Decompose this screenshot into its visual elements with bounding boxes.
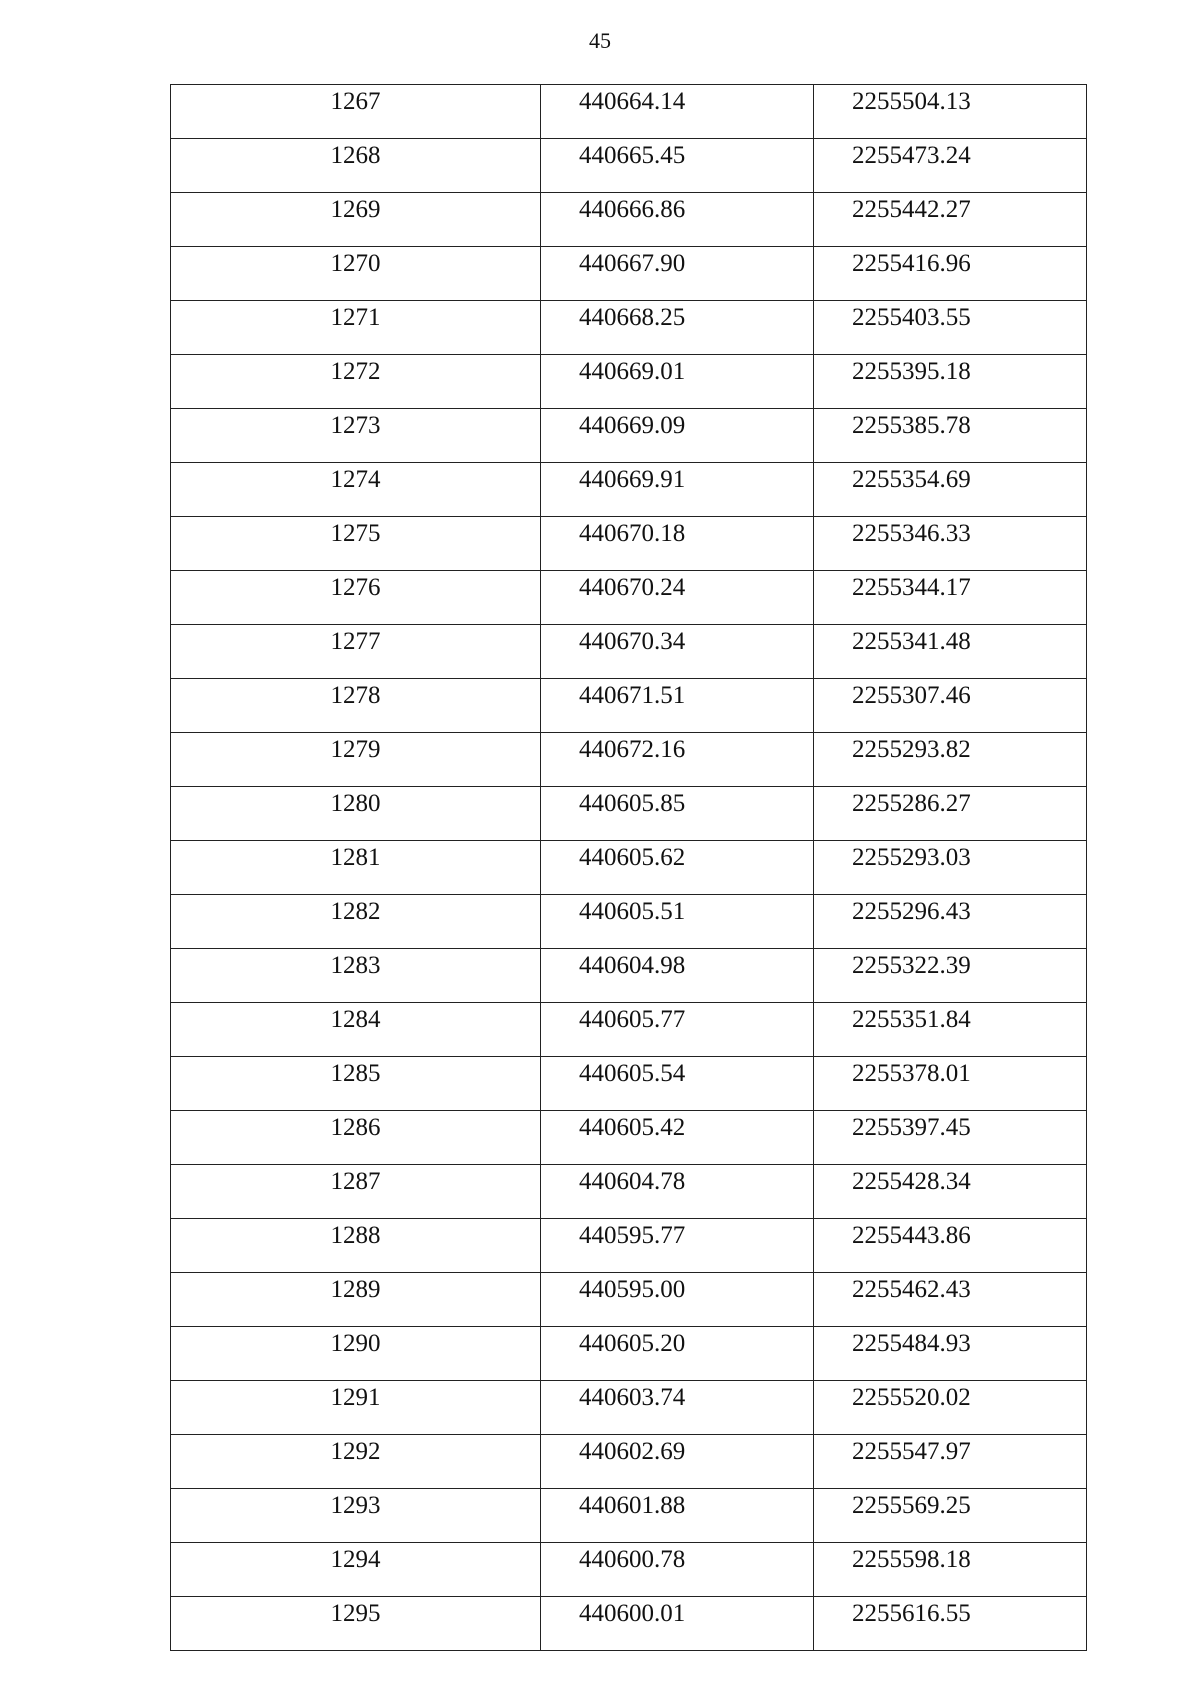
x-coordinate-cell-value: 440669.91 (579, 466, 686, 493)
y-coordinate-cell-value: 2255443.86 (852, 1222, 971, 1249)
x-coordinate-cell (541, 85, 814, 139)
point-number-cell-value: 1274 (330, 466, 381, 493)
x-coordinate-cell (541, 1273, 814, 1327)
y-coordinate-cell-value: 2255616.55 (852, 1600, 971, 1627)
x-coordinate-cell (541, 517, 814, 571)
y-coordinate-cell-value: 2255395.18 (852, 358, 971, 385)
y-coordinate-cell (814, 1057, 1087, 1111)
table-row (171, 1003, 1087, 1057)
x-coordinate-cell-value: 440670.34 (579, 628, 686, 655)
y-coordinate-cell (814, 1327, 1087, 1381)
y-coordinate-cell-value: 2255484.93 (852, 1330, 971, 1357)
x-coordinate-cell-value: 440664.14 (579, 88, 686, 115)
y-coordinate-cell (814, 841, 1087, 895)
x-coordinate-cell-value: 440603.74 (579, 1384, 686, 1411)
x-coordinate-cell-value: 440604.98 (579, 952, 686, 979)
x-coordinate-cell (541, 841, 814, 895)
x-coordinate-cell (541, 571, 814, 625)
table-row (171, 841, 1087, 895)
x-coordinate-cell (541, 1219, 814, 1273)
x-coordinate-cell-value: 440670.24 (579, 574, 686, 601)
y-coordinate-cell-value: 2255547.97 (852, 1438, 971, 1465)
x-coordinate-cell-value: 440602.69 (579, 1438, 686, 1465)
point-number-cell-value: 1286 (330, 1114, 381, 1141)
y-coordinate-cell (814, 85, 1087, 139)
x-coordinate-cell (541, 463, 814, 517)
table-row (171, 409, 1087, 463)
point-number-cell (171, 463, 541, 517)
x-coordinate-cell (541, 301, 814, 355)
y-coordinate-cell (814, 409, 1087, 463)
y-coordinate-cell-value: 2255428.34 (852, 1168, 971, 1195)
x-coordinate-cell (541, 1489, 814, 1543)
table-row (171, 787, 1087, 841)
point-number-cell-value: 1273 (330, 412, 381, 439)
y-coordinate-cell (814, 787, 1087, 841)
x-coordinate-cell-value: 440605.42 (579, 1114, 686, 1141)
x-coordinate-cell (541, 409, 814, 463)
point-number-cell-value: 1295 (330, 1600, 381, 1627)
x-coordinate-cell (541, 1327, 814, 1381)
table-row (171, 139, 1087, 193)
x-coordinate-cell-value: 440595.00 (579, 1276, 686, 1303)
point-number-cell (171, 1057, 541, 1111)
page-number: 45 (589, 28, 611, 53)
y-coordinate-cell (814, 463, 1087, 517)
y-coordinate-cell-value: 2255293.03 (852, 844, 971, 871)
point-number-cell (171, 571, 541, 625)
point-number-cell-value: 1275 (330, 520, 381, 547)
x-coordinate-cell-value: 440605.54 (579, 1060, 686, 1087)
point-number-cell (171, 1273, 541, 1327)
x-coordinate-cell (541, 679, 814, 733)
y-coordinate-cell (814, 139, 1087, 193)
point-number-cell (171, 1597, 541, 1651)
x-coordinate-cell (541, 787, 814, 841)
x-coordinate-cell-value: 440600.78 (579, 1546, 686, 1573)
y-coordinate-cell (814, 733, 1087, 787)
x-coordinate-cell (541, 895, 814, 949)
y-coordinate-cell-value: 2255598.18 (852, 1546, 971, 1573)
table-row (171, 355, 1087, 409)
point-number-cell-value: 1293 (330, 1492, 381, 1519)
y-coordinate-cell-value: 2255473.24 (852, 142, 971, 169)
point-number-cell (171, 193, 541, 247)
coordinates-table-body (171, 85, 1087, 1651)
y-coordinate-cell (814, 1597, 1087, 1651)
x-coordinate-cell-value: 440672.16 (579, 736, 686, 763)
table-row (171, 517, 1087, 571)
x-coordinate-cell (541, 1381, 814, 1435)
table-row (171, 1543, 1087, 1597)
point-number-cell-value: 1285 (330, 1060, 381, 1087)
y-coordinate-cell (814, 247, 1087, 301)
point-number-cell-value: 1292 (330, 1438, 381, 1465)
x-coordinate-cell-value: 440670.18 (579, 520, 686, 547)
y-coordinate-cell-value: 2255416.96 (852, 250, 971, 277)
x-coordinate-cell-value: 440601.88 (579, 1492, 686, 1519)
point-number-cell-value: 1268 (330, 142, 381, 169)
table-row (171, 1165, 1087, 1219)
y-coordinate-cell-value: 2255378.01 (852, 1060, 971, 1087)
x-coordinate-cell (541, 1003, 814, 1057)
y-coordinate-cell-value: 2255504.13 (852, 88, 971, 115)
point-number-cell-value: 1282 (330, 898, 381, 925)
point-number-cell (171, 85, 541, 139)
table-row (171, 679, 1087, 733)
table-row (171, 1489, 1087, 1543)
table-row (171, 571, 1087, 625)
y-coordinate-cell (814, 625, 1087, 679)
point-number-cell (171, 301, 541, 355)
point-number-cell (171, 1489, 541, 1543)
y-coordinate-cell-value: 2255307.46 (852, 682, 971, 709)
point-number-cell (171, 841, 541, 895)
y-coordinate-cell-value: 2255341.48 (852, 628, 971, 655)
point-number-cell (171, 1111, 541, 1165)
point-number-cell (171, 679, 541, 733)
x-coordinate-cell-value: 440600.01 (579, 1600, 686, 1627)
x-coordinate-cell (541, 949, 814, 1003)
y-coordinate-cell (814, 517, 1087, 571)
point-number-cell-value: 1284 (330, 1006, 381, 1033)
y-coordinate-cell-value: 2255403.55 (852, 304, 971, 331)
coordinates-table (170, 84, 1087, 1651)
y-coordinate-cell-value: 2255286.27 (852, 790, 971, 817)
table-row (171, 463, 1087, 517)
point-number-cell (171, 733, 541, 787)
x-coordinate-cell-value: 440667.90 (579, 250, 686, 277)
x-coordinate-cell-value: 440669.09 (579, 412, 686, 439)
point-number-cell (171, 787, 541, 841)
y-coordinate-cell-value: 2255322.39 (852, 952, 971, 979)
x-coordinate-cell-value: 440668.25 (579, 304, 686, 331)
y-coordinate-cell (814, 1165, 1087, 1219)
y-coordinate-cell-value: 2255293.82 (852, 736, 971, 763)
table-row (171, 1381, 1087, 1435)
table-row (171, 1597, 1087, 1651)
point-number-cell (171, 409, 541, 463)
table-row (171, 949, 1087, 1003)
x-coordinate-cell (541, 625, 814, 679)
point-number-cell (171, 1165, 541, 1219)
y-coordinate-cell-value: 2255346.33 (852, 520, 971, 547)
point-number-cell-value: 1272 (330, 358, 381, 385)
point-number-cell-value: 1271 (330, 304, 381, 331)
point-number-cell (171, 1327, 541, 1381)
y-coordinate-cell-value: 2255344.17 (852, 574, 971, 601)
point-number-cell (171, 1219, 541, 1273)
point-number-cell-value: 1283 (330, 952, 381, 979)
point-number-cell (171, 625, 541, 679)
y-coordinate-cell-value: 2255351.84 (852, 1006, 971, 1033)
point-number-cell (171, 1381, 541, 1435)
y-coordinate-cell-value: 2255354.69 (852, 466, 971, 493)
point-number-cell-value: 1289 (330, 1276, 381, 1303)
y-coordinate-cell (814, 1381, 1087, 1435)
table-row (171, 301, 1087, 355)
point-number-cell (171, 517, 541, 571)
point-number-cell (171, 949, 541, 1003)
x-coordinate-cell-value: 440666.86 (579, 196, 686, 223)
point-number-cell-value: 1291 (330, 1384, 381, 1411)
table-row (171, 895, 1087, 949)
x-coordinate-cell (541, 139, 814, 193)
y-coordinate-cell (814, 1273, 1087, 1327)
table-row (171, 1219, 1087, 1273)
y-coordinate-cell-value: 2255569.25 (852, 1492, 971, 1519)
y-coordinate-cell (814, 301, 1087, 355)
x-coordinate-cell (541, 355, 814, 409)
x-coordinate-cell-value: 440605.51 (579, 898, 686, 925)
point-number-cell (171, 355, 541, 409)
y-coordinate-cell-value: 2255397.45 (852, 1114, 971, 1141)
point-number-cell-value: 1290 (330, 1330, 381, 1357)
y-coordinate-cell (814, 355, 1087, 409)
point-number-cell-value: 1280 (330, 790, 381, 817)
point-number-cell-value: 1270 (330, 250, 381, 277)
point-number-cell-value: 1278 (330, 682, 381, 709)
x-coordinate-cell (541, 733, 814, 787)
point-number-cell (171, 247, 541, 301)
x-coordinate-cell (541, 1543, 814, 1597)
x-coordinate-cell (541, 1057, 814, 1111)
x-coordinate-cell-value: 440605.20 (579, 1330, 686, 1357)
table-row (171, 85, 1087, 139)
x-coordinate-cell-value: 440604.78 (579, 1168, 686, 1195)
y-coordinate-cell (814, 895, 1087, 949)
point-number-cell-value: 1276 (330, 574, 381, 601)
x-coordinate-cell-value: 440665.45 (579, 142, 686, 169)
y-coordinate-cell-value: 2255385.78 (852, 412, 971, 439)
y-coordinate-cell (814, 1543, 1087, 1597)
y-coordinate-cell (814, 1219, 1087, 1273)
y-coordinate-cell-value: 2255520.02 (852, 1384, 971, 1411)
point-number-cell-value: 1279 (330, 736, 381, 763)
table-row (171, 1111, 1087, 1165)
table-row (171, 1327, 1087, 1381)
point-number-cell-value: 1277 (330, 628, 381, 655)
x-coordinate-cell-value: 440671.51 (579, 682, 686, 709)
table-row (171, 1057, 1087, 1111)
y-coordinate-cell (814, 679, 1087, 733)
y-coordinate-cell-value: 2255296.43 (852, 898, 971, 925)
point-number-cell-value: 1281 (330, 844, 381, 871)
y-coordinate-cell (814, 193, 1087, 247)
point-number-cell (171, 1003, 541, 1057)
point-number-cell-value: 1294 (330, 1546, 381, 1573)
point-number-cell-value: 1287 (330, 1168, 381, 1195)
y-coordinate-cell (814, 949, 1087, 1003)
table-row (171, 1435, 1087, 1489)
point-number-cell (171, 1435, 541, 1489)
x-coordinate-cell (541, 1597, 814, 1651)
point-number-cell-value: 1288 (330, 1222, 381, 1249)
point-number-cell (171, 139, 541, 193)
x-coordinate-cell (541, 1435, 814, 1489)
y-coordinate-cell (814, 1111, 1087, 1165)
y-coordinate-cell (814, 1003, 1087, 1057)
point-number-cell-value: 1267 (330, 88, 381, 115)
y-coordinate-cell-value: 2255462.43 (852, 1276, 971, 1303)
y-coordinate-cell (814, 571, 1087, 625)
table-row (171, 193, 1087, 247)
x-coordinate-cell (541, 247, 814, 301)
x-coordinate-cell (541, 1165, 814, 1219)
x-coordinate-cell (541, 193, 814, 247)
table-row (171, 625, 1087, 679)
x-coordinate-cell-value: 440595.77 (579, 1222, 686, 1249)
x-coordinate-cell-value: 440605.62 (579, 844, 686, 871)
x-coordinate-cell-value: 440605.85 (579, 790, 686, 817)
y-coordinate-cell (814, 1435, 1087, 1489)
table-row (171, 733, 1087, 787)
point-number-cell (171, 1543, 541, 1597)
x-coordinate-cell-value: 440605.77 (579, 1006, 686, 1033)
x-coordinate-cell (541, 1111, 814, 1165)
y-coordinate-cell (814, 1489, 1087, 1543)
table-row (171, 1273, 1087, 1327)
point-number-cell (171, 895, 541, 949)
y-coordinate-cell-value: 2255442.27 (852, 196, 971, 223)
table-row (171, 247, 1087, 301)
point-number-cell-value: 1269 (330, 196, 381, 223)
x-coordinate-cell-value: 440669.01 (579, 358, 686, 385)
